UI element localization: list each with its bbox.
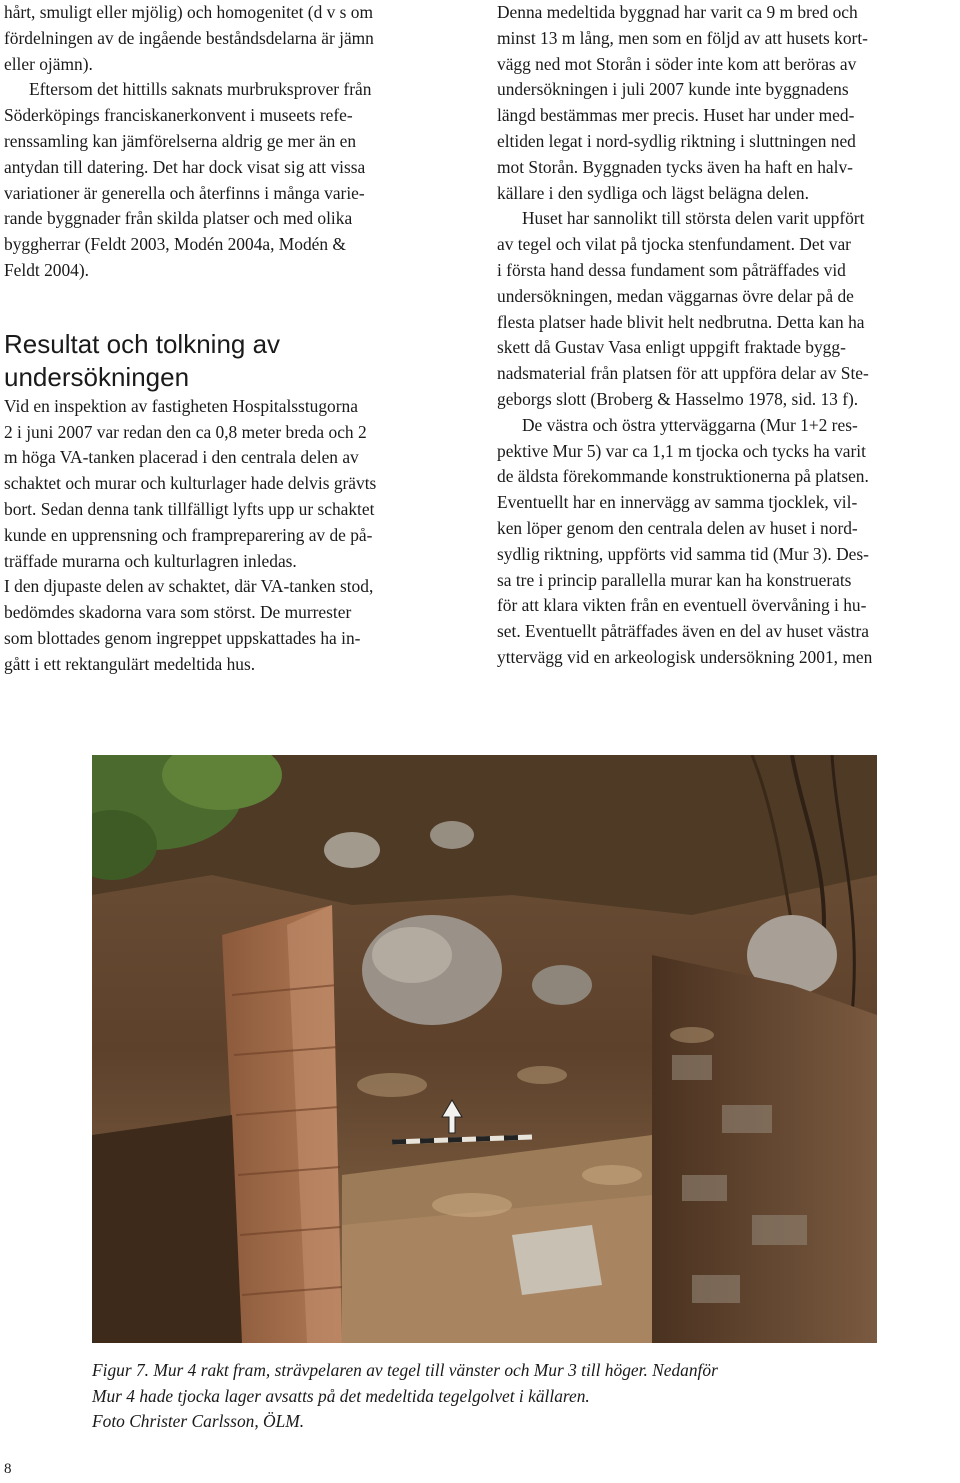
text-line: flesta platser hade blivit helt nedbrutna. Detta kan ha bbox=[497, 311, 865, 332]
text-line: byggherrar (Feldt 2003, Modén 2004a, Modén & bbox=[4, 234, 346, 255]
text-line: fördelningen av de ingående beståndsdelarna är jämn bbox=[4, 27, 374, 48]
text-line: bort. Sedan denna tank tillfälligt lyfts upp ur schaktet bbox=[4, 498, 375, 519]
text-line: sa tre i princip parallella murar kan ha konstruerats bbox=[497, 569, 852, 590]
text-line: skett då Gustav Vasa enligt uppgift fraktade bygg- bbox=[497, 337, 846, 358]
caption-line: Figur 7. Mur 4 rakt fram, strävpelaren av tegel till vänster och Mur 3 till höger. Nedanför bbox=[92, 1360, 718, 1380]
text-line: Eventuellt har en innervägg av samma tjocklek, vil- bbox=[497, 492, 858, 513]
text-line: av tegel och vilat på tjocka stenfundament. Det var bbox=[497, 234, 851, 255]
text-line: nadsmaterial från platsen för att uppföra delar av Ste- bbox=[497, 363, 869, 384]
text-line: renssamling kan jämförelserna aldrig ge mer än en bbox=[4, 130, 357, 151]
text-line: minst 13 m lång, men som en följd av att husets kort- bbox=[497, 27, 868, 48]
text-line: m höga VA-tanken placerad i den centrala delen av bbox=[4, 447, 359, 468]
excavation-photo bbox=[92, 755, 877, 1343]
text-line: Feldt 2004). bbox=[4, 259, 90, 280]
section-spacer bbox=[4, 284, 466, 328]
page-number: 8 bbox=[4, 1461, 12, 1477]
text-line: som blottades genom ingreppet uppskattades ha in- bbox=[4, 627, 361, 648]
text-line: Denna medeltida byggnad har varit ca 9 m bred och bbox=[497, 2, 858, 22]
text-line: Eftersom det hittills saknats murbruksprover från bbox=[29, 79, 372, 100]
text-line: kunde en upprensning och frampreparering av de på- bbox=[4, 524, 373, 545]
foundation-paragraph bbox=[497, 206, 959, 412]
text-line: hårt, smuligt eller mjölig) och homogenitet (d v s om bbox=[4, 2, 374, 22]
excavation-photo-drawing bbox=[92, 755, 877, 1343]
text-line: antydan till datering. Det har dock visat sig att vissa bbox=[4, 156, 366, 177]
text-line: eltiden legat i nord-sydlig riktning i sluttningen ned bbox=[497, 130, 856, 151]
text-line: längd bestämmas mer precis. Huset har under med- bbox=[497, 105, 855, 126]
heading-line: Resultat och tolkning av bbox=[4, 328, 281, 359]
walls-paragraph bbox=[497, 413, 959, 671]
heading-line: undersökningen bbox=[4, 361, 190, 392]
text-line: bedömdes skadorna vara som störst. De murrester bbox=[4, 602, 352, 623]
left-column bbox=[4, 0, 466, 678]
text-line: 2 i juni 2007 var redan den ca 0,8 meter breda och 2 bbox=[4, 421, 367, 442]
text-line: variationer är generella och återfinns i många varie- bbox=[4, 182, 365, 203]
text-line: träffade murarna och kulturlagren inledas. bbox=[4, 550, 297, 571]
text-line: geborgs slott (Broberg & Hasselmo 1978, sid. 13 f). bbox=[497, 388, 859, 409]
text-line: sydlig riktning, uppförts vid samma tid (Mur 3). Des- bbox=[497, 543, 869, 564]
text-line: vägg ned mot Storån i söder inte kom att beröras av bbox=[497, 53, 857, 74]
text-line: ken löper genom den centrala delen av huset i nord- bbox=[497, 517, 858, 538]
text-line: schaktet och murar och kulturlager hade delvis grävts bbox=[4, 473, 377, 494]
caption-line: Mur 4 hade tjocka lager avsatts på det medeltida tegelgolvet i källaren. bbox=[92, 1385, 590, 1406]
text-line: undersökningen i juli 2007 kunde inte byggnadens bbox=[497, 79, 849, 100]
text-line: set. Eventuellt påträffades även en del av huset västra bbox=[497, 621, 869, 642]
text-line: gått i ett rektangulärt medeltida hus. bbox=[4, 653, 256, 674]
text-line: eller ojämn). bbox=[4, 53, 93, 74]
text-line: De västra och östra ytterväggarna (Mur 1+2 res- bbox=[522, 414, 858, 435]
text-line: Vid en inspektion av fastigheten Hospitalsstugorna bbox=[4, 395, 358, 416]
text-line: pektive Mur 5) var ca 1,1 m tjocka och tycks ha varit bbox=[497, 440, 866, 461]
text-line: Huset har sannolikt till största delen varit uppfört bbox=[522, 208, 865, 229]
text-line: källare i den sydliga och lägst belägna delen. bbox=[497, 182, 809, 203]
text-line: I den djupaste delen av schaktet, där VA-tanken stod, bbox=[4, 576, 374, 597]
intro-paragraph bbox=[4, 0, 466, 77]
text-line: mot Storån. Byggnaden tycks även ha haft en halv- bbox=[497, 156, 853, 177]
section-heading bbox=[4, 328, 466, 394]
text-line: för att klara vikten från en eventuell övervåning i hu- bbox=[497, 595, 867, 616]
mortar-paragraph bbox=[4, 77, 466, 283]
text-line: de äldsta förekommande konstruktionerna på platsen. bbox=[497, 466, 869, 487]
text-line: rande byggnader från skilda platser och med olika bbox=[4, 208, 353, 229]
text-line: Söderköpings franciskanerkonvent i museets refe- bbox=[4, 105, 353, 126]
text-line: yttervägg vid en arkeologisk undersökning 2001, men bbox=[497, 646, 873, 667]
results-paragraph bbox=[4, 394, 466, 678]
building-paragraph bbox=[497, 0, 959, 206]
right-column bbox=[497, 0, 959, 671]
caption-line: Foto Christer Carlsson, ÖLM. bbox=[92, 1411, 305, 1431]
text-line: undersökningen, medan väggarnas övre delar på de bbox=[497, 285, 854, 306]
text-line: i första hand dessa fundament som påträffades vid bbox=[497, 259, 846, 280]
figure-caption bbox=[92, 1358, 892, 1435]
